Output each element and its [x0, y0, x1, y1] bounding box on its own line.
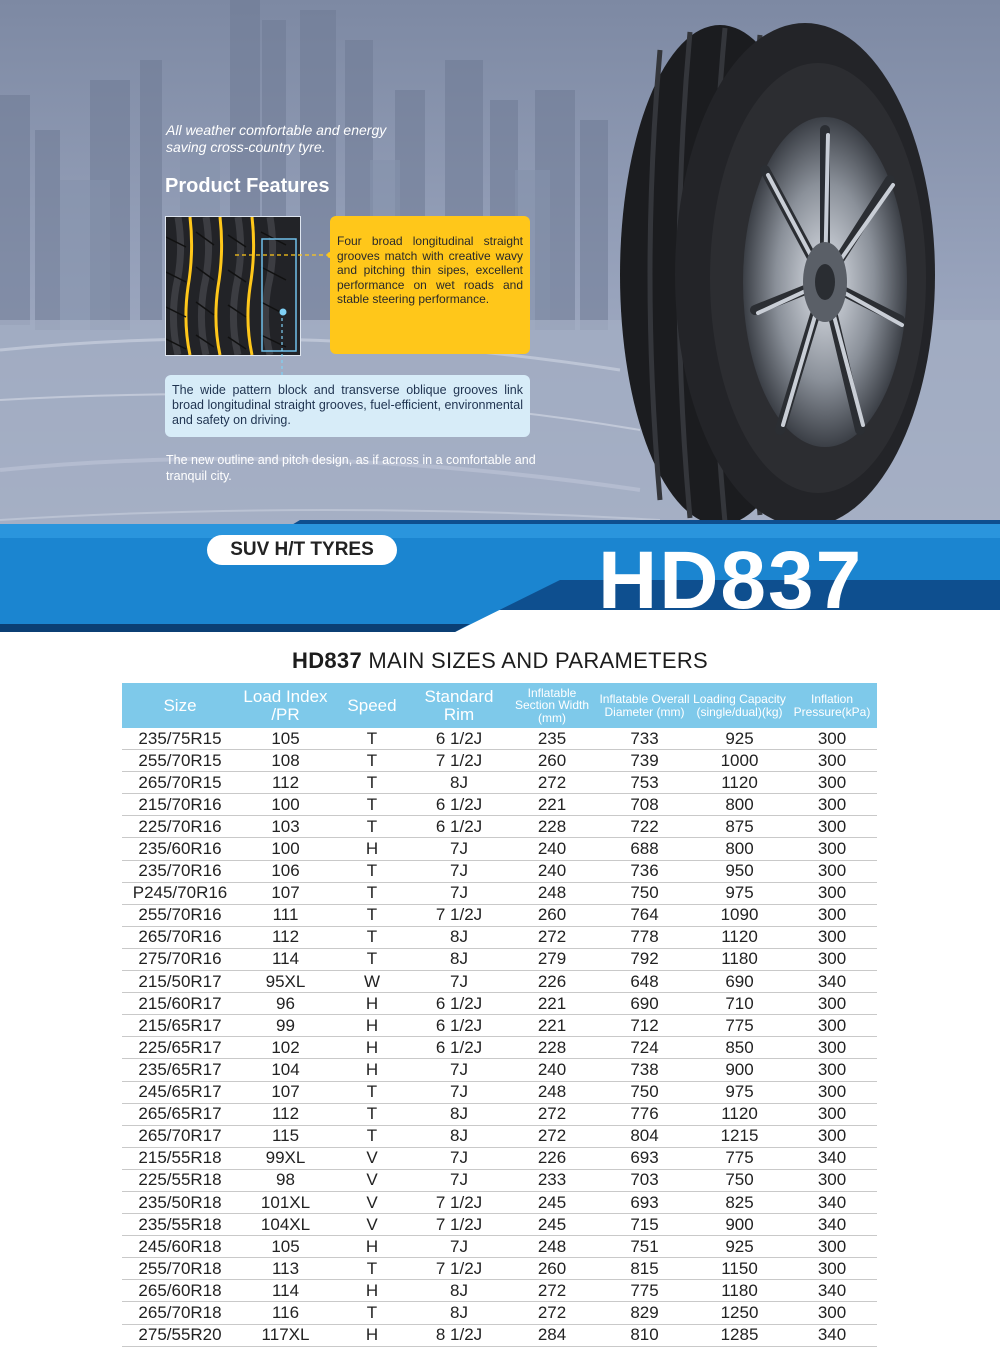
- table-row: [122, 1015, 877, 1037]
- cell-inflation-pressure: 300: [787, 993, 877, 1015]
- cell-section-width: 226: [507, 971, 597, 993]
- cell-loading-capacity: 950: [692, 860, 787, 882]
- cell-rim: 6 1/2J: [411, 728, 507, 750]
- table-row: [122, 1059, 877, 1081]
- cell-load-index: 95XL: [238, 971, 333, 993]
- header-standard-rim: Standard Rim: [411, 683, 507, 728]
- cell-size: 215/65R17: [122, 1015, 238, 1037]
- cell-speed: H: [333, 1015, 411, 1037]
- cell-speed: H: [333, 1236, 411, 1258]
- cell-section-width: 284: [507, 1324, 597, 1346]
- cell-inflation-pressure: 300: [787, 1059, 877, 1081]
- cell-speed: T: [333, 728, 411, 750]
- cell-overall-diameter: 815: [597, 1258, 692, 1280]
- table-row: [122, 1147, 877, 1169]
- outline-design-note: The new outline and pitch design, as if across in a comfortable and tranquil city.: [166, 453, 536, 483]
- cell-load-index: 106: [238, 860, 333, 882]
- cell-load-index: 105: [238, 728, 333, 750]
- cell-inflation-pressure: 300: [787, 1103, 877, 1125]
- cell-section-width: 272: [507, 1103, 597, 1125]
- cell-loading-capacity: 975: [692, 1081, 787, 1103]
- cell-rim: 7J: [411, 882, 507, 904]
- header-load-index: Load Index /PR: [238, 683, 333, 728]
- table-title-model: HD837: [292, 648, 362, 673]
- cell-overall-diameter: 703: [597, 1169, 692, 1191]
- cell-speed: T: [333, 948, 411, 970]
- cell-speed: H: [333, 1059, 411, 1081]
- cell-inflation-pressure: 300: [787, 860, 877, 882]
- cell-inflation-pressure: 300: [787, 816, 877, 838]
- cell-rim: 6 1/2J: [411, 1037, 507, 1059]
- cell-rim: 7 1/2J: [411, 904, 507, 926]
- cell-rim: 7J: [411, 1081, 507, 1103]
- cell-rim: 7J: [411, 971, 507, 993]
- cell-size: 265/60R18: [122, 1280, 238, 1302]
- cell-overall-diameter: 712: [597, 1015, 692, 1037]
- cell-load-index: 108: [238, 750, 333, 772]
- cell-speed: T: [333, 1258, 411, 1280]
- feature-callout-blue: The wide pattern block and transverse oblique grooves link broad longitudinal straight grooves, fuel-efficient, environmental and safety on driving.: [165, 375, 530, 437]
- cell-load-index: 112: [238, 772, 333, 794]
- cell-section-width: 272: [507, 926, 597, 948]
- cell-loading-capacity: 925: [692, 1236, 787, 1258]
- cell-overall-diameter: 722: [597, 816, 692, 838]
- cell-section-width: 240: [507, 838, 597, 860]
- cell-loading-capacity: 850: [692, 1037, 787, 1059]
- cell-speed: H: [333, 1324, 411, 1346]
- cell-load-index: 96: [238, 993, 333, 1015]
- table-header-row: [122, 683, 877, 728]
- cell-load-index: 117XL: [238, 1324, 333, 1346]
- cell-loading-capacity: 750: [692, 1169, 787, 1191]
- cell-load-index: 111: [238, 904, 333, 926]
- cell-speed: T: [333, 1103, 411, 1125]
- cell-rim: 8J: [411, 1302, 507, 1324]
- cell-inflation-pressure: 340: [787, 1324, 877, 1346]
- table-row: [122, 838, 877, 860]
- table-row: [122, 993, 877, 1015]
- table-row: [122, 1236, 877, 1258]
- cell-inflation-pressure: 340: [787, 1191, 877, 1213]
- cell-size: 265/70R15: [122, 772, 238, 794]
- cell-loading-capacity: 900: [692, 1059, 787, 1081]
- cell-size: 255/70R18: [122, 1258, 238, 1280]
- table-row: [122, 728, 877, 750]
- cell-load-index: 107: [238, 882, 333, 904]
- cell-speed: T: [333, 1125, 411, 1147]
- cell-section-width: 221: [507, 1015, 597, 1037]
- cell-loading-capacity: 1285: [692, 1324, 787, 1346]
- cell-load-index: 104: [238, 1059, 333, 1081]
- cell-section-width: 272: [507, 1302, 597, 1324]
- cell-inflation-pressure: 340: [787, 971, 877, 993]
- cell-size: 235/50R18: [122, 1191, 238, 1213]
- cell-overall-diameter: 751: [597, 1236, 692, 1258]
- header-size: Size: [122, 683, 238, 728]
- cell-loading-capacity: 1120: [692, 772, 787, 794]
- cell-load-index: 102: [238, 1037, 333, 1059]
- cell-overall-diameter: 693: [597, 1147, 692, 1169]
- cell-load-index: 113: [238, 1258, 333, 1280]
- cell-section-width: 226: [507, 1147, 597, 1169]
- cell-section-width: 240: [507, 860, 597, 882]
- table-row: [122, 882, 877, 904]
- cell-speed: H: [333, 838, 411, 860]
- cell-inflation-pressure: 300: [787, 1037, 877, 1059]
- table-title: [0, 648, 1000, 674]
- cell-section-width: 221: [507, 794, 597, 816]
- cell-inflation-pressure: 300: [787, 1169, 877, 1191]
- cell-load-index: 115: [238, 1125, 333, 1147]
- table-row: [122, 1258, 877, 1280]
- table-row: [122, 948, 877, 970]
- cell-load-index: 99XL: [238, 1147, 333, 1169]
- cell-inflation-pressure: 300: [787, 750, 877, 772]
- cell-load-index: 114: [238, 1280, 333, 1302]
- cell-overall-diameter: 750: [597, 1081, 692, 1103]
- cell-rim: 7 1/2J: [411, 1191, 507, 1213]
- table-row: [122, 1103, 877, 1125]
- cell-section-width: 260: [507, 904, 597, 926]
- cell-rim: 7J: [411, 838, 507, 860]
- cell-speed: V: [333, 1169, 411, 1191]
- cell-rim: 8J: [411, 1280, 507, 1302]
- cell-section-width: 272: [507, 772, 597, 794]
- table-body: [122, 728, 877, 1346]
- cell-rim: 8J: [411, 1103, 507, 1125]
- cell-size: 255/70R16: [122, 904, 238, 926]
- cell-load-index: 112: [238, 926, 333, 948]
- table-row: [122, 772, 877, 794]
- cell-rim: 8 1/2J: [411, 1324, 507, 1346]
- cell-section-width: 272: [507, 1280, 597, 1302]
- cell-loading-capacity: 1180: [692, 1280, 787, 1302]
- cell-overall-diameter: 753: [597, 772, 692, 794]
- cell-rim: 8J: [411, 772, 507, 794]
- cell-speed: T: [333, 794, 411, 816]
- cell-overall-diameter: 804: [597, 1125, 692, 1147]
- header-section-width: Inflatable Section Width (mm): [507, 683, 597, 728]
- cell-overall-diameter: 688: [597, 838, 692, 860]
- cell-overall-diameter: 738: [597, 1059, 692, 1081]
- cell-overall-diameter: 739: [597, 750, 692, 772]
- cell-inflation-pressure: 300: [787, 1236, 877, 1258]
- cell-overall-diameter: 736: [597, 860, 692, 882]
- cell-overall-diameter: 776: [597, 1103, 692, 1125]
- product-features-heading: Product Features: [165, 175, 330, 197]
- cell-size: 225/55R18: [122, 1169, 238, 1191]
- cell-size: 235/70R16: [122, 860, 238, 882]
- cell-loading-capacity: 825: [692, 1191, 787, 1213]
- cell-rim: 7 1/2J: [411, 750, 507, 772]
- cell-loading-capacity: 1000: [692, 750, 787, 772]
- cell-loading-capacity: 800: [692, 838, 787, 860]
- cell-load-index: 116: [238, 1302, 333, 1324]
- cell-speed: T: [333, 882, 411, 904]
- cell-loading-capacity: 875: [692, 816, 787, 838]
- cell-load-index: 99: [238, 1015, 333, 1037]
- cell-overall-diameter: 690: [597, 993, 692, 1015]
- table-row: [122, 1169, 877, 1191]
- tread-pattern-image: [165, 216, 301, 356]
- cell-overall-diameter: 778: [597, 926, 692, 948]
- cell-overall-diameter: 733: [597, 728, 692, 750]
- cell-size: 215/55R18: [122, 1147, 238, 1169]
- cell-load-index: 100: [238, 838, 333, 860]
- cell-load-index: 100: [238, 794, 333, 816]
- cell-inflation-pressure: 300: [787, 1081, 877, 1103]
- cell-inflation-pressure: 300: [787, 794, 877, 816]
- table-row: [122, 794, 877, 816]
- cell-loading-capacity: 1250: [692, 1302, 787, 1324]
- cell-inflation-pressure: 340: [787, 1280, 877, 1302]
- header-inflation-pressure: Inflation Pressure(kPa): [787, 683, 877, 728]
- tyre-product-image: [600, 20, 940, 530]
- table-row: [122, 750, 877, 772]
- cell-size: P245/70R16: [122, 882, 238, 904]
- cell-size: 275/70R16: [122, 948, 238, 970]
- hero-section: [0, 0, 1000, 560]
- cell-speed: H: [333, 993, 411, 1015]
- cell-inflation-pressure: 340: [787, 1214, 877, 1236]
- cell-overall-diameter: 715: [597, 1214, 692, 1236]
- cell-size: 265/70R17: [122, 1125, 238, 1147]
- cell-loading-capacity: 690: [692, 971, 787, 993]
- cell-loading-capacity: 925: [692, 728, 787, 750]
- cell-overall-diameter: 724: [597, 1037, 692, 1059]
- cell-section-width: 272: [507, 1125, 597, 1147]
- cell-overall-diameter: 829: [597, 1302, 692, 1324]
- cell-overall-diameter: 764: [597, 904, 692, 926]
- cell-loading-capacity: 1150: [692, 1258, 787, 1280]
- cell-load-index: 104XL: [238, 1214, 333, 1236]
- cell-speed: T: [333, 904, 411, 926]
- cell-size: 265/70R18: [122, 1302, 238, 1324]
- table-row: [122, 926, 877, 948]
- cell-section-width: 279: [507, 948, 597, 970]
- cell-loading-capacity: 775: [692, 1015, 787, 1037]
- cell-loading-capacity: 775: [692, 1147, 787, 1169]
- cell-loading-capacity: 1215: [692, 1125, 787, 1147]
- cell-inflation-pressure: 300: [787, 728, 877, 750]
- tagline-text: All weather comfortable and energy saving cross-country tyre.: [166, 122, 387, 155]
- feature-callout-yellow: Four broad longitudinal straight grooves match with creative wavy and pitching thin sipes, excellent performance on wet roads and stable steering performance.: [330, 216, 530, 354]
- cell-speed: T: [333, 1081, 411, 1103]
- cell-size: 215/60R17: [122, 993, 238, 1015]
- cell-inflation-pressure: 300: [787, 926, 877, 948]
- cell-load-index: 107: [238, 1081, 333, 1103]
- cell-size: 235/60R16: [122, 838, 238, 860]
- cell-speed: T: [333, 860, 411, 882]
- cell-speed: T: [333, 1302, 411, 1324]
- cell-speed: T: [333, 926, 411, 948]
- cell-inflation-pressure: 300: [787, 1258, 877, 1280]
- category-badge: SUV H/T TYRES: [207, 535, 397, 565]
- cell-section-width: 228: [507, 816, 597, 838]
- cell-speed: W: [333, 971, 411, 993]
- cell-rim: 7J: [411, 860, 507, 882]
- cell-section-width: 245: [507, 1191, 597, 1213]
- cell-speed: H: [333, 1280, 411, 1302]
- cell-section-width: 233: [507, 1169, 597, 1191]
- header-loading-capacity: Loading Capacity (single/dual)(kg): [692, 683, 787, 728]
- cell-section-width: 260: [507, 750, 597, 772]
- cell-size: 245/60R18: [122, 1236, 238, 1258]
- cell-size: 235/75R15: [122, 728, 238, 750]
- header-speed: Speed: [333, 683, 411, 728]
- cell-inflation-pressure: 300: [787, 1125, 877, 1147]
- cell-size: 225/70R16: [122, 816, 238, 838]
- cell-size: 235/55R18: [122, 1214, 238, 1236]
- cell-speed: V: [333, 1147, 411, 1169]
- cell-loading-capacity: 1120: [692, 926, 787, 948]
- table-row: [122, 1081, 877, 1103]
- cell-rim: 8J: [411, 926, 507, 948]
- cell-rim: 7J: [411, 1236, 507, 1258]
- cell-inflation-pressure: 300: [787, 772, 877, 794]
- sizes-parameters-table: [122, 683, 877, 1347]
- cell-inflation-pressure: 300: [787, 882, 877, 904]
- cell-overall-diameter: 648: [597, 971, 692, 993]
- cell-overall-diameter: 775: [597, 1280, 692, 1302]
- cell-size: 265/70R16: [122, 926, 238, 948]
- table-row: [122, 1302, 877, 1324]
- cell-speed: H: [333, 1037, 411, 1059]
- cell-speed: T: [333, 772, 411, 794]
- table-row: [122, 904, 877, 926]
- cell-overall-diameter: 810: [597, 1324, 692, 1346]
- cell-size: 245/65R17: [122, 1081, 238, 1103]
- cell-size: 215/50R17: [122, 971, 238, 993]
- cell-rim: 7J: [411, 1169, 507, 1191]
- cell-size: 255/70R15: [122, 750, 238, 772]
- cell-loading-capacity: 975: [692, 882, 787, 904]
- cell-speed: T: [333, 816, 411, 838]
- cell-inflation-pressure: 300: [787, 904, 877, 926]
- cell-rim: 7J: [411, 1059, 507, 1081]
- cell-loading-capacity: 1090: [692, 904, 787, 926]
- table-row: [122, 971, 877, 993]
- table-row: [122, 1191, 877, 1213]
- table-row: [122, 1125, 877, 1147]
- cell-size: 225/65R17: [122, 1037, 238, 1059]
- table-title-rest: MAIN SIZES AND PARAMETERS: [361, 648, 708, 673]
- table-row: [122, 1037, 877, 1059]
- cell-size: 215/70R16: [122, 794, 238, 816]
- cell-overall-diameter: 708: [597, 794, 692, 816]
- cell-section-width: 221: [507, 993, 597, 1015]
- cell-load-index: 114: [238, 948, 333, 970]
- cell-rim: 8J: [411, 1125, 507, 1147]
- cell-rim: 6 1/2J: [411, 794, 507, 816]
- cell-section-width: 235: [507, 728, 597, 750]
- cell-speed: T: [333, 750, 411, 772]
- cell-load-index: 105: [238, 1236, 333, 1258]
- cell-load-index: 112: [238, 1103, 333, 1125]
- cell-rim: 8J: [411, 948, 507, 970]
- cell-size: 265/65R17: [122, 1103, 238, 1125]
- cell-inflation-pressure: 300: [787, 948, 877, 970]
- cell-inflation-pressure: 300: [787, 1015, 877, 1037]
- cell-size: 275/55R20: [122, 1324, 238, 1346]
- cell-loading-capacity: 1120: [692, 1103, 787, 1125]
- cell-load-index: 98: [238, 1169, 333, 1191]
- cell-speed: V: [333, 1214, 411, 1236]
- cell-load-index: 101XL: [238, 1191, 333, 1213]
- cell-speed: V: [333, 1191, 411, 1213]
- table-row: [122, 860, 877, 882]
- cell-rim: 7 1/2J: [411, 1258, 507, 1280]
- table-row: [122, 1324, 877, 1346]
- cell-inflation-pressure: 300: [787, 838, 877, 860]
- cell-rim: 7J: [411, 1147, 507, 1169]
- model-name: HD837: [598, 535, 864, 626]
- cell-loading-capacity: 900: [692, 1214, 787, 1236]
- cell-size: 235/65R17: [122, 1059, 238, 1081]
- cell-section-width: 248: [507, 1081, 597, 1103]
- cell-section-width: 248: [507, 882, 597, 904]
- cell-loading-capacity: 800: [692, 794, 787, 816]
- cell-overall-diameter: 792: [597, 948, 692, 970]
- cell-section-width: 248: [507, 1236, 597, 1258]
- cell-section-width: 260: [507, 1258, 597, 1280]
- cell-inflation-pressure: 300: [787, 1302, 877, 1324]
- cell-rim: 6 1/2J: [411, 993, 507, 1015]
- cell-overall-diameter: 750: [597, 882, 692, 904]
- table-row: [122, 1280, 877, 1302]
- table-row: [122, 1214, 877, 1236]
- cell-loading-capacity: 1180: [692, 948, 787, 970]
- header-overall-diameter: Inflatable Overall Diameter (mm): [597, 683, 692, 728]
- cell-section-width: 245: [507, 1214, 597, 1236]
- cell-overall-diameter: 693: [597, 1191, 692, 1213]
- cell-rim: 6 1/2J: [411, 816, 507, 838]
- cell-loading-capacity: 710: [692, 993, 787, 1015]
- cell-load-index: 103: [238, 816, 333, 838]
- cell-section-width: 228: [507, 1037, 597, 1059]
- cell-rim: 7 1/2J: [411, 1214, 507, 1236]
- cell-inflation-pressure: 340: [787, 1147, 877, 1169]
- cell-rim: 6 1/2J: [411, 1015, 507, 1037]
- cell-section-width: 240: [507, 1059, 597, 1081]
- table-row: [122, 816, 877, 838]
